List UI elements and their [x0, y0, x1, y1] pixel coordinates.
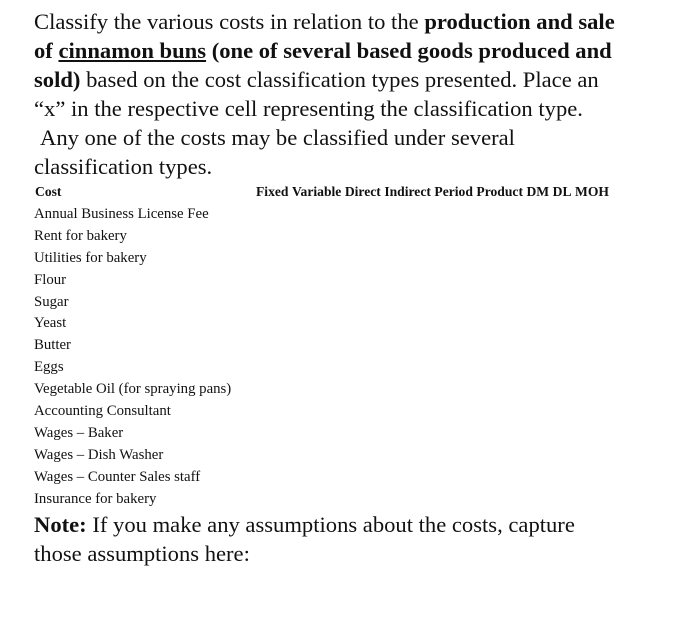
- table-row: Accounting Consultant: [34, 403, 171, 420]
- instruction-bold-text: of: [34, 38, 59, 63]
- underlined-product-name: cinnamon buns: [58, 38, 207, 63]
- instruction-text: based on the cost classification types presented. Place an: [80, 67, 599, 92]
- cost-column-header: Cost: [35, 184, 62, 199]
- instruction-bold-text: sold): [34, 67, 81, 92]
- header-indirect: Indirect: [384, 184, 431, 199]
- table-row: Sugar: [34, 293, 69, 310]
- table-row: Yeast: [34, 315, 67, 332]
- header-fixed: Fixed: [256, 184, 289, 199]
- header-product: Product: [476, 184, 523, 199]
- instruction-line-3: [34, 65, 674, 94]
- header-variable: Variable: [291, 184, 342, 199]
- instruction-line-5: Any one of the costs may be classified under several: [40, 125, 515, 150]
- header-moh: MOH: [575, 184, 610, 199]
- instruction-line-2: [34, 36, 674, 65]
- header-period: Period: [434, 184, 473, 199]
- table-row: Insurance for bakery: [34, 490, 157, 507]
- instruction-line-1: [34, 7, 674, 36]
- header-direct: Direct: [344, 184, 381, 199]
- note-line-2: those assumptions here:: [34, 541, 250, 566]
- cost-rows: [34, 204, 231, 510]
- note-label: Note:: [34, 512, 87, 537]
- table-header-row: [34, 182, 674, 202]
- table-row: Wages – Baker: [34, 424, 124, 441]
- note-text: If you make any assumptions about the costs, capture: [86, 512, 575, 537]
- classification-headers: [256, 182, 609, 202]
- cost-classification-table: [34, 182, 674, 507]
- header-dl: DL: [552, 184, 572, 199]
- instruction-bold-text: production and sale: [424, 9, 615, 34]
- header-dm: DM: [526, 184, 550, 199]
- instruction-text: Classify the various costs in relation to the: [34, 9, 425, 34]
- instructions-paragraph: [34, 7, 674, 181]
- table-row: Wages – Counter Sales staff: [34, 468, 201, 485]
- table-row: Wages – Dish Washer: [34, 446, 164, 463]
- table-row: Eggs: [34, 359, 64, 376]
- table-row: Annual Business License Fee: [34, 206, 209, 222]
- instruction-bold-text: (one of several based goods produced and: [206, 38, 612, 63]
- table-row: Butter: [34, 337, 71, 354]
- assumptions-note: [34, 510, 674, 568]
- table-row: Vegetable Oil (for spraying pans): [34, 381, 232, 398]
- table-row: Flour: [34, 271, 67, 288]
- note-line-1: [34, 510, 674, 539]
- instruction-line-4: “x” in the respective cell representing the classification type.: [34, 96, 583, 121]
- instruction-line-6: classification types.: [34, 154, 213, 179]
- table-row: Rent for bakery: [34, 227, 127, 244]
- table-row: Utilities for bakery: [34, 249, 147, 266]
